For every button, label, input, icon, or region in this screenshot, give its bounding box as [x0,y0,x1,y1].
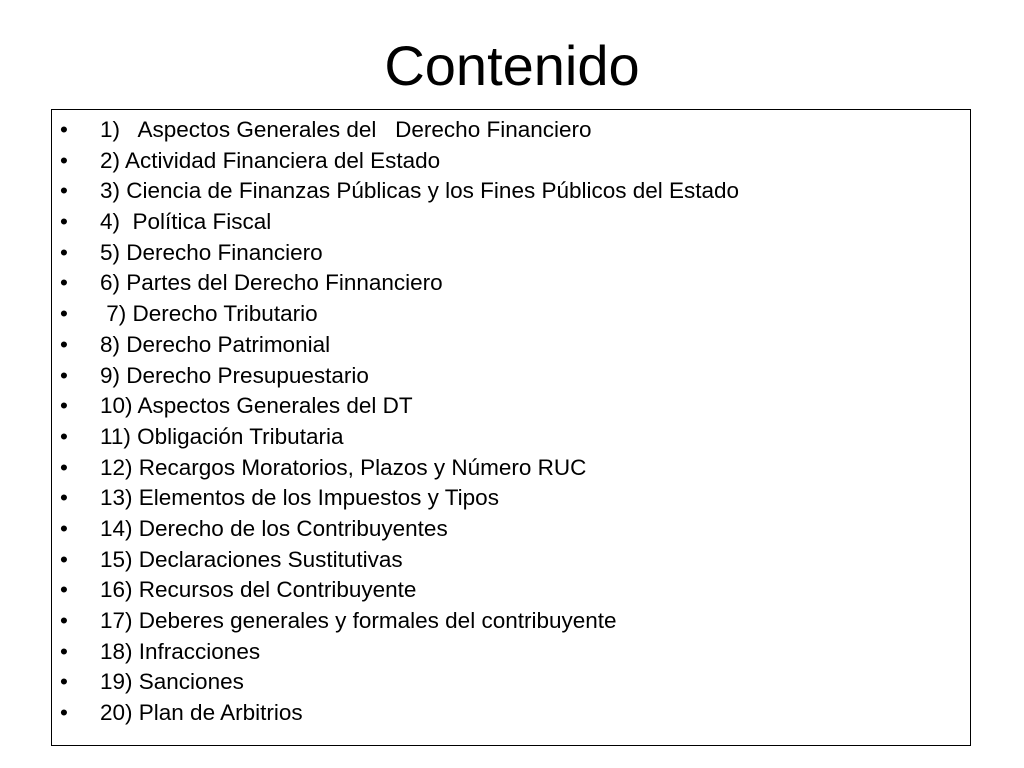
bullet-icon: • [60,454,68,480]
list-item-text: 18) Infracciones [100,638,261,664]
bullet-icon: • [60,393,68,419]
list-item-text: 6) Partes del Derecho Finnanciero [100,270,443,296]
list-item-text: 20) Plan de Arbitrios [100,700,303,726]
list-item [52,545,970,576]
list-item [52,238,970,269]
bullet-icon: • [60,362,68,388]
content-box [51,109,971,746]
bullet-icon: • [60,209,68,235]
list-item-text: 4) Política Fiscal [100,209,272,235]
bullet-icon: • [60,638,68,664]
list-item-text: 7) Derecho Tributario [100,301,318,327]
bullet-icon: • [60,301,68,327]
bullet-icon: • [60,608,68,633]
bullet-icon: • [60,331,68,357]
list-item [52,453,970,484]
list-item-text: 8) Derecho Patrimonial [100,331,331,357]
bullet-icon: • [60,423,68,449]
bullet-icon: • [60,178,68,204]
list-item-text: 16) Recursos del Contribuyente [100,577,417,603]
list-item-text: 12) Recargos Moratorios, Plazos y Número RUC [100,454,587,480]
bullet-icon: • [60,577,68,603]
list-item-text: 1) Aspectos Generales del Derecho Financiero [100,117,592,142]
list-item [52,330,970,361]
list-item [52,422,970,453]
list-item-text: 15) Declaraciones Sustitutivas [100,546,403,572]
list-item-text: 13) Elementos de los Impuestos y Tipos [100,485,499,511]
topic-list [52,115,970,729]
list-item [52,606,970,637]
list-item-text: 19) Sanciones [100,669,244,695]
list-item-text: 2) Actividad Financiera del Estado [100,147,441,173]
bullet-icon: • [60,147,68,173]
list-item-text: 5) Derecho Financiero [100,239,323,265]
list-item [52,115,970,146]
list-item [52,361,970,392]
list-item [52,299,970,330]
list-item [52,268,970,299]
bullet-icon: • [60,270,68,296]
list-item [52,146,970,177]
list-item-text: 14) Derecho de los Contribuyentes [100,515,448,541]
list-item [52,176,970,207]
list-item [52,391,970,422]
list-item [52,698,970,729]
list-item [52,637,970,668]
bullet-icon: • [60,669,68,695]
list-item [52,575,970,606]
list-item [52,207,970,238]
bullet-icon: • [60,117,68,142]
bullet-icon: • [60,700,68,726]
list-item [52,514,970,545]
list-item-text: 3) Ciencia de Finanzas Públicas y los Fines Públicos del Estado [100,178,740,204]
list-item [52,667,970,698]
list-item-text: 10) Aspectos Generales del DT [100,393,413,419]
bullet-icon: • [60,515,68,541]
list-item-text: 9) Derecho Presupuestario [100,362,369,388]
list-item-text: 17) Deberes generales y formales del contribuyente [100,608,617,633]
bullet-icon: • [60,546,68,572]
slide-title: Contenido [384,34,640,97]
bullet-icon: • [60,485,68,511]
bullet-icon: • [60,239,68,265]
list-item [52,483,970,514]
list-item-text: 11) Obligación Tributaria [100,423,344,449]
